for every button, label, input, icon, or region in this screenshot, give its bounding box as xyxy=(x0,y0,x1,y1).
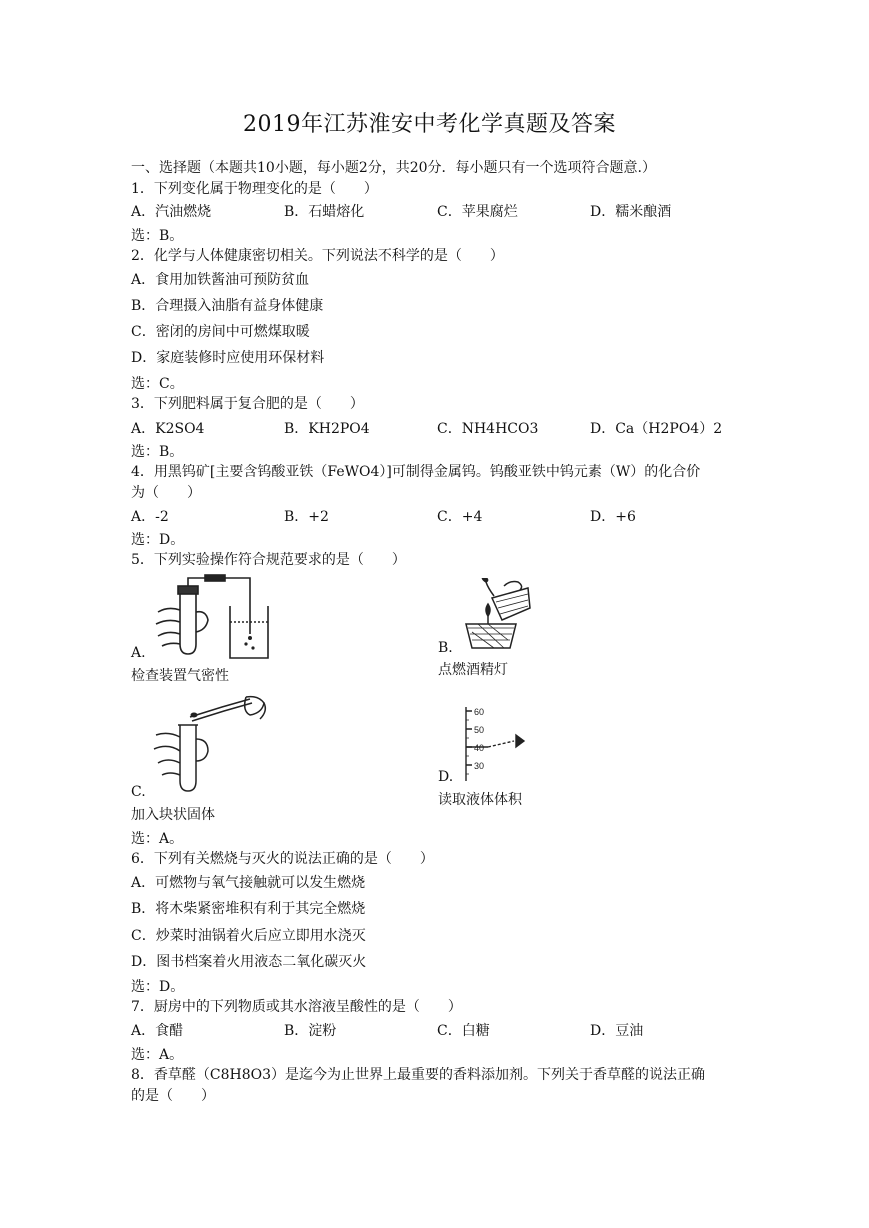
cylinder-tick-40: 40 xyxy=(474,743,485,753)
question-2-answer: 选：C。 xyxy=(131,376,184,392)
question-7-stem: 7．厨房中的下列物质或其水溶液呈酸性的是（ ） xyxy=(131,999,462,1015)
question-6-option-c: C．炒菜时油锅着火后应立即用水浇灭 xyxy=(131,928,366,944)
question-7-option-b: B．淀粉 xyxy=(284,1023,337,1039)
question-5-stem: 5．下列实验操作符合规范要求的是（ ） xyxy=(131,552,406,568)
question-4-option-a: A．-2 xyxy=(131,509,169,525)
question-4-option-d: D．+6 xyxy=(590,509,636,525)
cylinder-tick-50: 50 xyxy=(474,725,485,735)
question-7-option-a: A．食醋 xyxy=(131,1023,184,1039)
question-2-option-b: B．合理摄入油脂有益身体健康 xyxy=(131,298,324,314)
question-3-stem: 3．下列肥料属于复合肥的是（ ） xyxy=(131,396,364,412)
question-7-option-c: C．白糖 xyxy=(437,1023,490,1039)
section-heading: 一、选择题（本题共10小题，每小题2分，共20分．每小题只有一个选项符合题意.） xyxy=(131,160,656,176)
question-7-option-d: D．豆油 xyxy=(590,1023,644,1039)
question-1-option-d: D．糯米酿酒 xyxy=(590,204,672,220)
question-3-answer: 选：B。 xyxy=(131,444,184,460)
question-4-answer: 选：D。 xyxy=(131,532,185,548)
question-3-option-c: C．NH4HCO3 xyxy=(437,421,539,437)
question-2-option-a: A．食用加铁酱油可预防贫血 xyxy=(131,272,310,288)
figure-adding-solid xyxy=(150,695,270,793)
page-title: 2019年江苏淮安中考化学真题及答案 xyxy=(243,112,616,137)
question-1-option-c: C．苹果腐烂 xyxy=(437,204,518,220)
question-4-option-c: C．+4 xyxy=(437,509,483,525)
question-5-answer: 选：A。 xyxy=(131,831,184,847)
question-6-option-b: B．将木柴紧密堆积有利于其完全燃烧 xyxy=(131,901,366,917)
question-3-option-d: D．Ca（H2PO4）2 xyxy=(590,421,723,437)
question-2-option-c: C．密闭的房间中可燃煤取暖 xyxy=(131,324,310,340)
question-4-stem-line-2: 为（ ） xyxy=(131,485,201,501)
figure-reading-cylinder xyxy=(460,703,540,783)
question-5-option-c-letter: C. xyxy=(131,784,146,800)
question-6-option-d: D．图书档案着火用液态二氧化碳灭火 xyxy=(131,954,367,970)
question-1-answer: 选：B。 xyxy=(131,228,184,244)
figure-lighting-alcohol-lamp xyxy=(458,578,538,650)
question-6-stem: 6．下列有关燃烧与灭火的说法正确的是（ ） xyxy=(131,851,434,867)
figure-airtightness-check xyxy=(150,572,275,664)
question-7-answer: 选：A。 xyxy=(131,1047,184,1063)
cylinder-tick-30: 30 xyxy=(474,761,485,771)
question-1-option-a: A．汽油燃烧 xyxy=(131,204,212,220)
question-3-option-b: B．KH2PO4 xyxy=(284,421,370,437)
question-2-option-d: D．家庭装修时应使用环保材料 xyxy=(131,350,325,366)
question-5-option-b-letter: B. xyxy=(438,640,453,656)
question-1-stem: 1．下列变化属于物理变化的是（ ） xyxy=(131,181,378,197)
question-4-option-b: B．+2 xyxy=(284,509,329,525)
question-4-stem-line-1: 4．用黑钨矿[主要含钨酸亚铁（FeWO4）]可制得金属钨。钨酸亚铁中钨元素（W）的化合价 xyxy=(131,464,701,480)
question-6-answer: 选：D。 xyxy=(131,979,185,995)
question-5-option-d-letter: D. xyxy=(438,769,454,785)
question-8-stem-line-2: 的是（ ） xyxy=(131,1088,215,1104)
question-8-stem-line-1: 8．香草醛（C8H8O3）是迄今为止世界上最重要的香料添加剂。下列关于香草醛的说法正确 xyxy=(131,1067,706,1083)
question-1-option-b: B．石蜡熔化 xyxy=(284,204,365,220)
question-5-option-a-letter: A. xyxy=(131,645,146,661)
question-3-option-a: A．K2SO4 xyxy=(131,421,205,437)
question-5-option-d-caption: 读取液体体积 xyxy=(438,792,522,808)
question-5-option-a-caption: 检查装置气密性 xyxy=(131,668,229,684)
question-5-option-b-caption: 点燃酒精灯 xyxy=(438,662,508,678)
question-6-option-a: A．可燃物与氧气接触就可以发生燃烧 xyxy=(131,875,366,891)
question-5-option-c-caption: 加入块状固体 xyxy=(131,807,215,823)
question-2-stem: 2．化学与人体健康密切相关。下列说法不科学的是（ ） xyxy=(131,248,504,264)
cylinder-tick-60: 60 xyxy=(474,707,485,717)
